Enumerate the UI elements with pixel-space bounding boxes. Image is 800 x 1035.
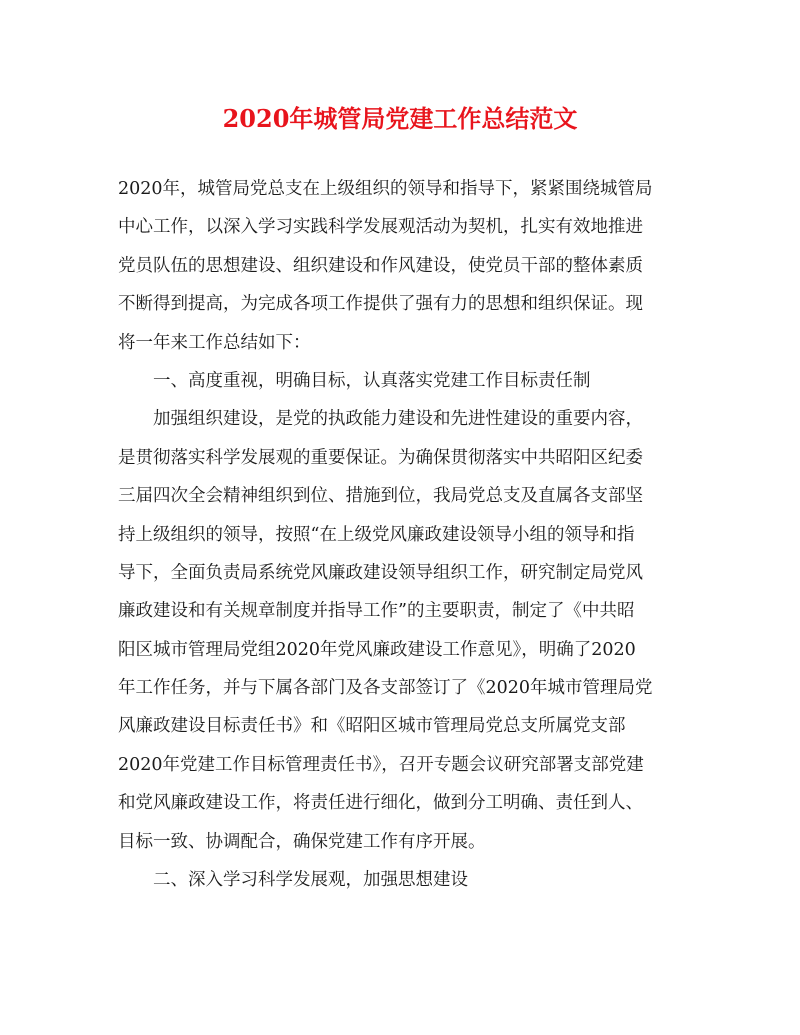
paragraph-line: 和党风廉政建设工作，将责任进行细化，做到分工明确、责任到人、 [118, 793, 643, 814]
paragraph-line: 党员队伍的思想建设、组织建设和作风建设，使党员干部的整体素质 [118, 255, 643, 276]
document-body [118, 170, 683, 899]
paragraph-line: 导下，全面负责局系统党风廉政建设领导组织工作，研究制定局党风 [118, 562, 643, 583]
paragraph-line: 阳区城市管理局党组2020年党风廉政建设工作意见》，明确了2020 [118, 639, 636, 660]
paragraph-line: 是贯彻落实科学发展观的重要保证。为确保贯彻落实中共昭阳区纪委 [118, 447, 643, 468]
paragraph-line: 三届四次全会精神组织到位、措施到位，我局党总支及直属各支部坚 [118, 486, 643, 507]
paragraph-line-indented: 加强组织建设，是党的执政能力建设和先进性建设的重要内容， [153, 409, 643, 430]
paragraph-line: 不断得到提高，为完成各项工作提供了强有力的思想和组织保证。现 [118, 294, 643, 315]
paragraph-line: 持上级组织的领导，按照“在上级党风廉政建设领导小组的领导和指 [118, 524, 635, 545]
paragraph-line: 目标一致、协调配合，确保党建工作有序开展。 [118, 831, 486, 852]
paragraph-line: 中心工作，以深入学习实践科学发展观活动为契机，扎实有效地推进 [118, 217, 643, 238]
paragraph-line-indented: 二、深入学习科学发展观，加强思想建设 [153, 870, 468, 891]
paragraph-line: 年工作任务，并与下属各部门及各支部签订了《2020年城市管理局党 [118, 678, 653, 699]
paragraph-line: 2020年党建工作目标管理责任书》，召开专题会议研究部署支部党建 [118, 754, 644, 775]
paragraph-line: 风廉政建设目标责任书》和《昭阳区城市管理局党总支所属党支部 [118, 716, 626, 737]
paragraph-line: 2020年，城管局党总支在上级组织的领导和指导下，紧紧围绕城管局 [118, 179, 653, 199]
paragraph-line-indented: 一、高度重视，明确目标，认真落实党建工作目标责任制 [153, 370, 591, 391]
paragraph-line: 廉政建设和有关规章制度并指导工作”的主要职责，制定了《中共昭 [118, 601, 635, 622]
paragraph-line: 将一年来工作总结如下： [118, 332, 311, 353]
document-title: 2020年城管局党建工作总结范文 [222, 104, 578, 133]
